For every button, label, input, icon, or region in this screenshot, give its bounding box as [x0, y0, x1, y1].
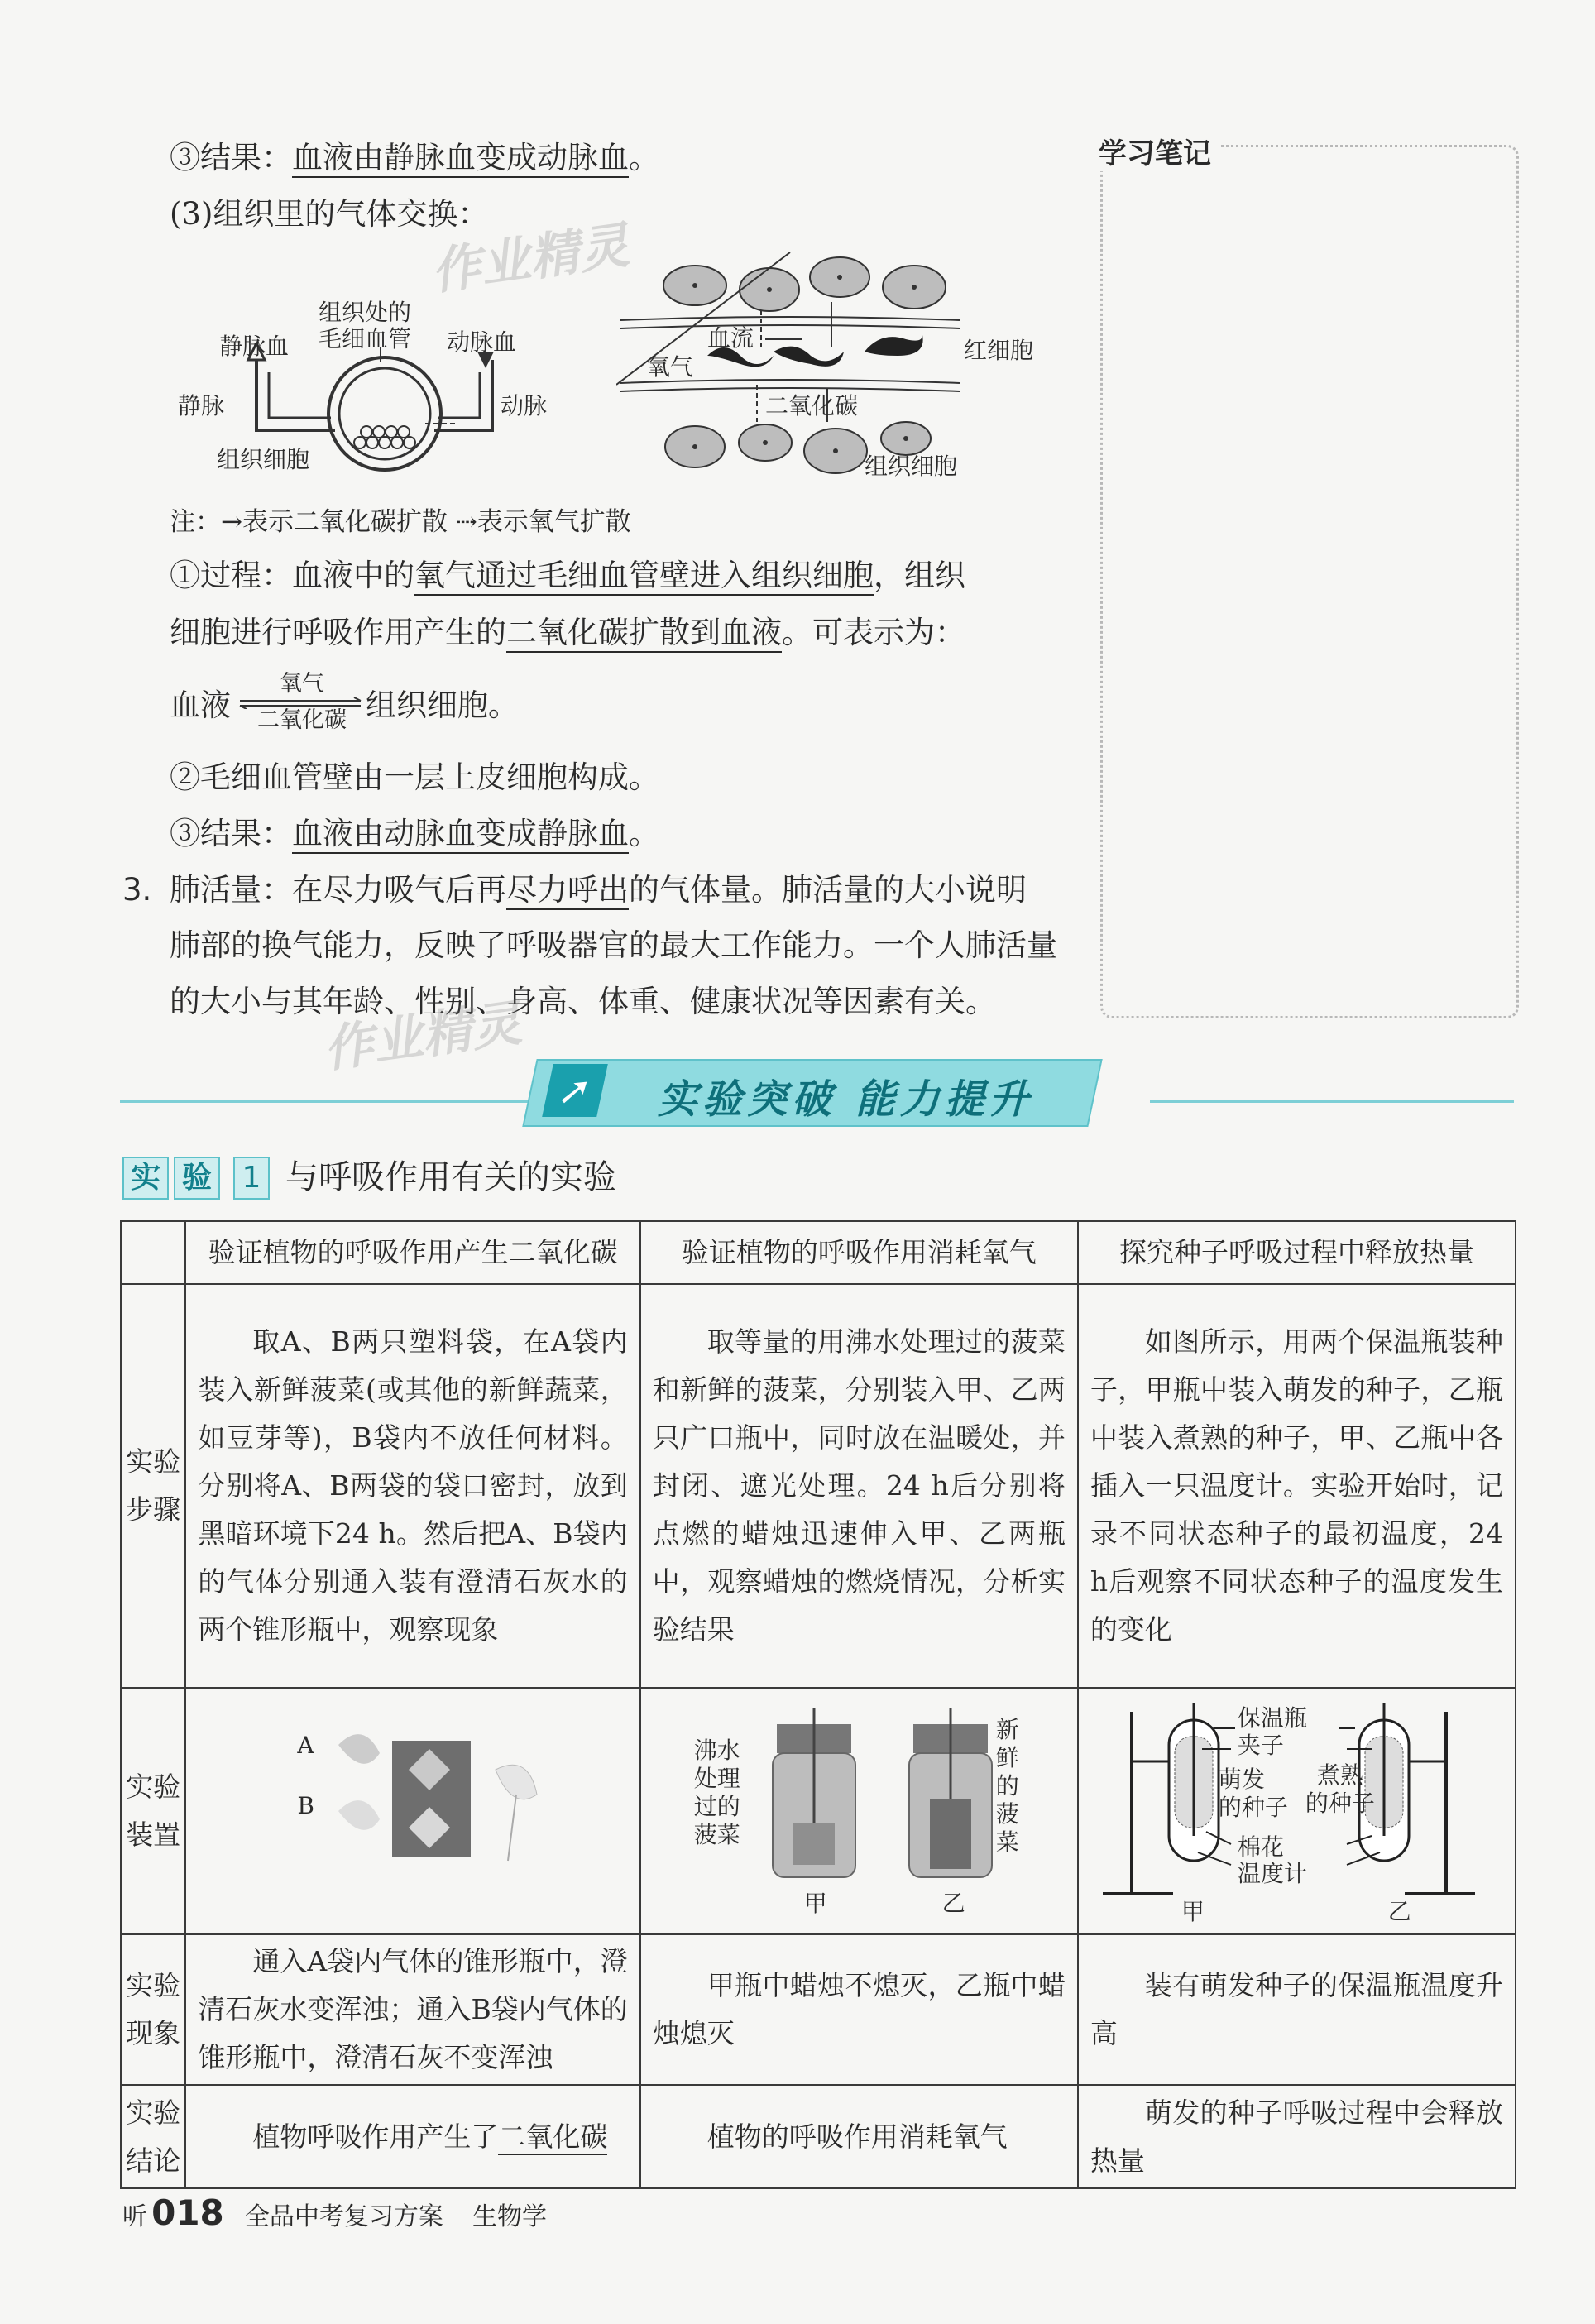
equation-top: 氧气	[280, 671, 324, 697]
lung-num: 3.	[122, 872, 152, 908]
banner-rule-left	[120, 1100, 534, 1103]
vein-label: 静脉	[178, 392, 225, 419]
tissue-cells-label: 组织细胞	[217, 446, 310, 473]
thermos-yi-label: 乙	[1387, 1898, 1411, 1925]
equation-right: 组织细胞。	[366, 688, 519, 723]
result-line-1: ③结果：血液由静脉血变成动脉血。	[170, 139, 659, 177]
subject: 生物学	[472, 2202, 547, 2231]
process-line-2: 细胞进行呼吸作用产生的二氧化碳扩散到血液。可表示为：	[170, 614, 965, 652]
phenomena-co2: 通入A袋内气体的锥形瓶中，澄清石灰水变浑浊；通入B袋内气体的锥形瓶中，澄清石灰不变浑浊	[185, 1934, 639, 2085]
apparatus-oxygen	[640, 1688, 1078, 1934]
jar-yi-label: 乙	[941, 1890, 965, 1917]
lung-line-1: 肺活量：在尽力吸气后再尽力呼出的气体量。肺活量的大小说明	[170, 871, 1027, 909]
oxygen-label: 氧气	[647, 353, 694, 381]
table-row-apparatus	[121, 1688, 1516, 1934]
thermos-jia-label: 甲	[1181, 1898, 1205, 1925]
row-head-steps: 实验 步骤	[121, 1284, 185, 1688]
thermometer-label: 温度计	[1237, 1860, 1307, 1887]
phenomena-heat: 装有萌发种子的保温瓶温度升高	[1078, 1934, 1516, 2085]
banner-text: 实验突破 能力提升	[658, 1076, 1034, 1123]
tissue-cells-label-right: 组织细胞	[865, 453, 958, 480]
tag-num: 1	[233, 1157, 270, 1200]
rbc-label: 红细胞	[964, 337, 1034, 364]
cooked-seeds-label: 煮熟 的种子	[1305, 1761, 1375, 1817]
equation-left: 血液	[170, 688, 231, 723]
notes-box	[1100, 145, 1519, 1018]
capillary-label: 组织处的 毛细血管	[319, 299, 412, 352]
table-header-row	[121, 1221, 1516, 1284]
bag-a-label: A	[297, 1732, 314, 1759]
page-footer	[122, 2192, 547, 2233]
vein-blood-label: 静脉血	[219, 333, 290, 360]
lung-line-3: 的大小与其年龄、性别、身高、体重、健康状况等因素有关。	[170, 984, 996, 1019]
notes-title: 学习笔记	[1099, 131, 1219, 171]
steps-co2: 取A、B两只塑料袋，在A袋内装入新鲜菠菜(或其他的新鲜蔬菜，如豆芽等)，B袋内不放任何材料。分别将A、B两袋的袋口密封，放到黑暗环境下24 h。然后把A、B袋内的气体分别通入装有澄清石灰水的两个锥形瓶中，观察现象	[185, 1284, 639, 1688]
corner-cell	[121, 1221, 185, 1284]
header-oxygen: 验证植物的呼吸作用消耗氧气	[640, 1221, 1078, 1284]
capillary-wall-line: ②毛细血管壁由一层上皮细胞构成。	[170, 759, 659, 795]
lung-line-2: 肺部的换气能力，反映了呼吸器官的最大工作能力。一个人肺活量	[170, 927, 1057, 963]
jar-jia-label: 甲	[803, 1890, 827, 1917]
bag-b-label: B	[297, 1792, 314, 1819]
row-head-conclusion: 实验 结论	[121, 2085, 185, 2188]
jars-illustration	[769, 1708, 1000, 1890]
fresh-spinach-label: 新 鲜 的 菠 菜	[995, 1716, 1019, 1856]
steps-oxygen: 取等量的用沸水处理过的菠菜和新鲜的菠菜，分别装入甲、乙两只广口瓶中，同时放在温暖处，并封闭、遮光处理。24 h后分别将点燃的蜡烛迅速伸入甲、乙两瓶中，观察蜡烛的燃烧情况，分析实验结果	[640, 1284, 1078, 1688]
process-line-1: ①过程：血液中的氧气通过毛细血管壁进入组织细胞，组织	[170, 557, 965, 595]
steps-heat: 如图所示，用两个保温瓶装种子，甲瓶中装入萌发的种子，乙瓶中装入煮熟的种子，甲、乙瓶中各插入一只温度计。实验开始时，记录不同状态种子的最初温度，24 h后观察不同状态种子的温度发生的变化	[1078, 1284, 1516, 1688]
conclusion-oxygen: 植物的呼吸作用消耗氧气	[640, 2085, 1078, 2188]
conclusion-heat: 萌发的种子呼吸过程中会释放热量	[1078, 2085, 1516, 2188]
watermark-2: 作业精灵	[319, 994, 525, 1080]
thermos-label: 保温瓶	[1237, 1704, 1307, 1732]
row-head-phenomena: 实验 现象	[121, 1934, 185, 2085]
bags-illustration	[322, 1720, 570, 1894]
tissue-exchange-heading: (3)组织里的气体交换：	[170, 196, 489, 232]
page-number: 018	[151, 2192, 224, 2233]
cotton-label: 棉花	[1237, 1833, 1284, 1861]
phenomena-oxygen: 甲瓶中蜡烛不熄灭，乙瓶中蜡烛熄灭	[640, 1934, 1078, 2085]
blood-flow-label: 血流	[707, 324, 754, 352]
apparatus-co2	[185, 1688, 639, 1934]
book-title: 全品中考复习方案	[244, 2202, 443, 2231]
apparatus-heat	[1078, 1688, 1516, 1934]
co2-label: 二氧化碳	[765, 392, 859, 419]
experiment-title: 与呼吸作用有关的实验	[285, 1158, 616, 1196]
watermark: 作业精灵	[427, 216, 633, 302]
listen-icon: 听	[122, 2202, 147, 2231]
diagram-note: 注：→表示二氧化碳扩散 ⇢表示氧气扩散	[170, 507, 631, 537]
result-line-2: ③结果：血液由动脉血变成静脉血。	[170, 815, 659, 853]
clamp-label: 夹子	[1237, 1732, 1284, 1759]
tag-shi: 实	[122, 1157, 169, 1200]
table-row-phenomena	[121, 1934, 1516, 2085]
conclusion-co2: 植物呼吸作用产生了二氧化碳	[185, 2085, 639, 2188]
experiment-table	[120, 1220, 1516, 2189]
sprouting-seeds-label: 萌发 的种子	[1218, 1766, 1288, 1821]
boiled-spinach-label: 沸水 处理 过的 菠菜	[693, 1737, 740, 1848]
arrow-icon: ➚	[542, 1064, 608, 1117]
table-row-conclusion	[121, 2085, 1516, 2188]
header-co2: 验证植物的呼吸作用产生二氧化碳	[185, 1221, 639, 1284]
equation-bottom: 二氧化碳	[257, 707, 347, 733]
artery-label: 动脉	[501, 392, 548, 419]
artery-blood-label: 动脉血	[447, 328, 517, 356]
row-head-apparatus: 实验 装置	[121, 1688, 185, 1934]
tag-yan: 验	[174, 1157, 220, 1200]
table-row-steps	[121, 1284, 1516, 1688]
header-heat: 探究种子呼吸过程中释放热量	[1078, 1221, 1516, 1284]
banner-rule-right	[1150, 1100, 1514, 1103]
